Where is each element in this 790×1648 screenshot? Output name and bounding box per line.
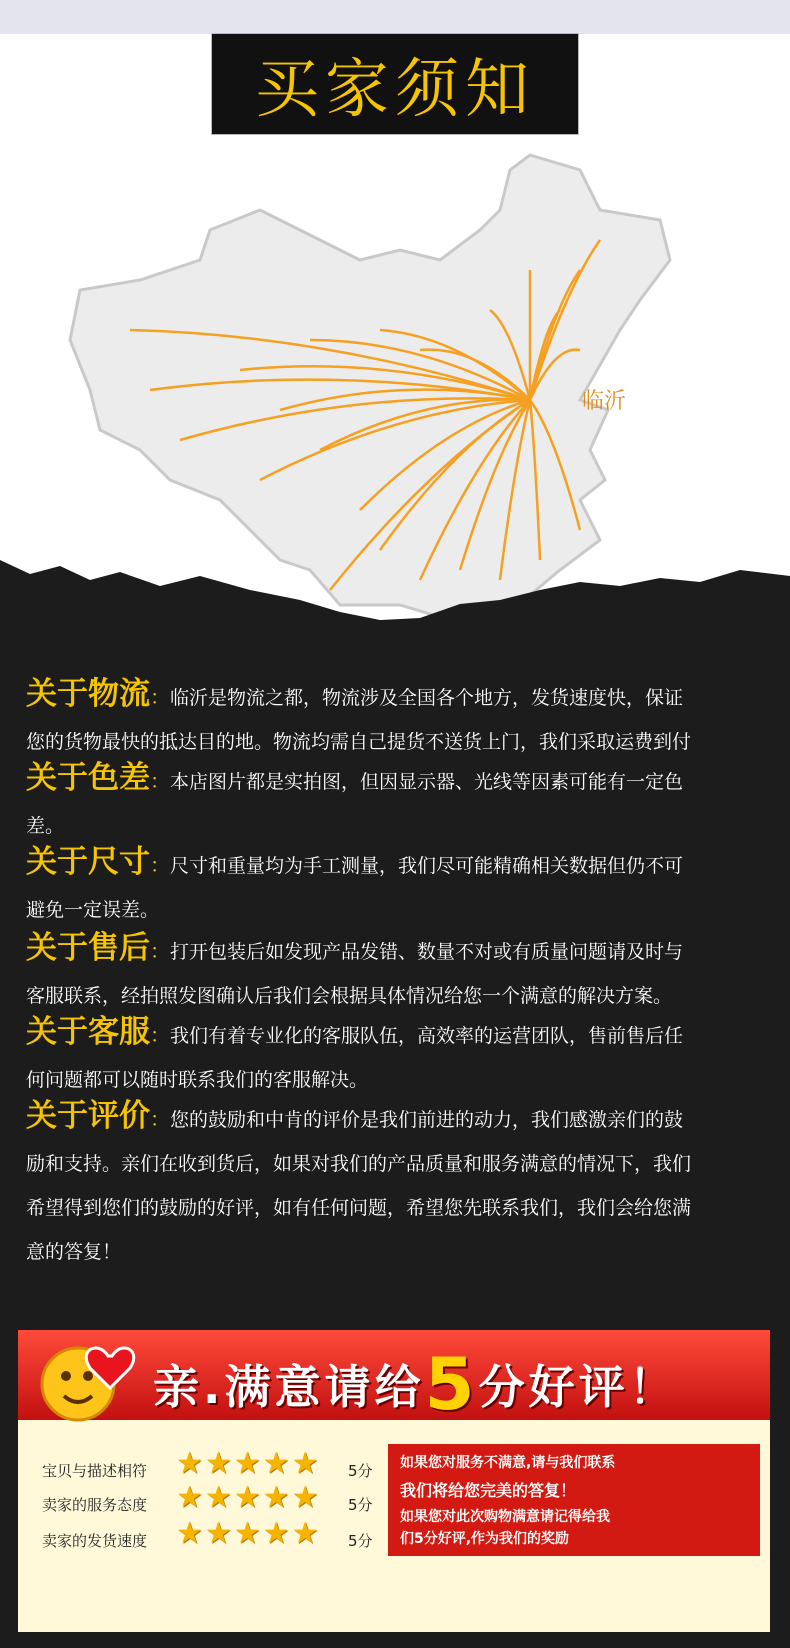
note-line: 如果您对服务不满意,请与我们联系 xyxy=(400,1455,616,1471)
page-title: 买家须知 xyxy=(255,53,535,127)
section-text: 励和支持。亲们在收到货后，如果对我们的产品质量和服务满意的情况下，我们 xyxy=(26,1153,692,1175)
section-title: 关于评价 xyxy=(26,1098,150,1134)
section-text: 临沂是物流之都，物流涉及全国各个地方，发货速度快，保证 xyxy=(170,687,684,709)
smiley-heart-icon xyxy=(28,1336,148,1426)
section-colon: ： xyxy=(150,1023,170,1047)
rating-score: 5分 xyxy=(348,1496,373,1514)
notice-section xyxy=(26,926,766,1018)
section-text: 何问题都可以随时联系我们的客服解决。 xyxy=(26,1069,369,1091)
note-line: 我们将给您完美的答复！ xyxy=(400,1481,577,1500)
section-text: 客服联系，经拍照发图确认后我们会根据具体情况给您一个满意的解决方案。 xyxy=(26,985,673,1007)
notice-section xyxy=(26,1010,766,1102)
section-text: 您的鼓励和中肯的评价是我们前进的动力，我们感激亲们的鼓 xyxy=(170,1109,684,1131)
city-label: 临沂 xyxy=(582,389,627,414)
notice-section xyxy=(26,672,766,764)
rating-score: 5分 xyxy=(348,1462,373,1480)
rating-stars: ★★★★★ xyxy=(176,1480,321,1515)
section-colon: ： xyxy=(150,1107,170,1131)
note-line: 如果您对此次购物满意请记得给我 xyxy=(400,1509,610,1525)
section-colon: ： xyxy=(150,685,170,709)
section-text: 差。 xyxy=(26,815,65,837)
section-title: 关于客服 xyxy=(26,1014,150,1050)
section-text: 希望得到您们的鼓励的好评，如有任何问题，希望您先联系我们，我们会给您满 xyxy=(26,1197,692,1219)
rating-row-label: 卖家的服务态度 xyxy=(42,1496,148,1514)
notice-section xyxy=(26,756,766,848)
section-text: 尺寸和重量均为手工测量，我们尽可能精确相关数据但仍不可 xyxy=(170,855,684,877)
section-colon: ： xyxy=(150,939,170,963)
section-title: 关于售后 xyxy=(26,930,150,966)
section-colon: ： xyxy=(150,769,170,793)
torn-edge xyxy=(0,560,790,660)
rating-ribbon xyxy=(18,1330,770,1426)
section-text: 意的答复！ xyxy=(26,1241,122,1263)
section-title: 关于色差 xyxy=(26,760,150,796)
section-text: 避免一定误差。 xyxy=(26,899,160,921)
section-title: 关于尺寸 xyxy=(26,844,150,880)
note-line: 们5分好评,作为我们的奖励 xyxy=(400,1531,570,1547)
rating-stars: ★★★★★ xyxy=(176,1516,321,1551)
section-title: 关于物流 xyxy=(26,676,150,712)
page-title-box xyxy=(212,34,578,134)
rating-stars: ★★★★★ xyxy=(176,1446,321,1481)
rating-headline: 亲.满意请给5分好评！ xyxy=(153,1342,679,1426)
section-text: 我们有着专业化的客服队伍，高效率的运营团队，售前售后任 xyxy=(170,1025,684,1047)
rating-row-label: 宝贝与描述相符 xyxy=(42,1462,148,1480)
section-colon: ： xyxy=(150,853,170,877)
section-text: 打开包装后如发现产品发错、数量不对或有质量问题请及时与 xyxy=(170,941,684,963)
rating-score: 5分 xyxy=(348,1532,373,1550)
rating-banner xyxy=(18,1330,770,1632)
section-text: 本店图片都是实拍图，但因显示器、光线等因素可能有一定色 xyxy=(170,771,684,793)
notice-section xyxy=(26,1094,766,1274)
section-text: 您的货物最快的抵达目的地。物流均需自己提货不送货上门，我们采取运费到付 xyxy=(26,731,692,753)
notice-section xyxy=(26,840,766,932)
note-box xyxy=(388,1444,760,1556)
top-band xyxy=(0,0,790,34)
rating-row-label: 卖家的发货速度 xyxy=(42,1532,148,1550)
